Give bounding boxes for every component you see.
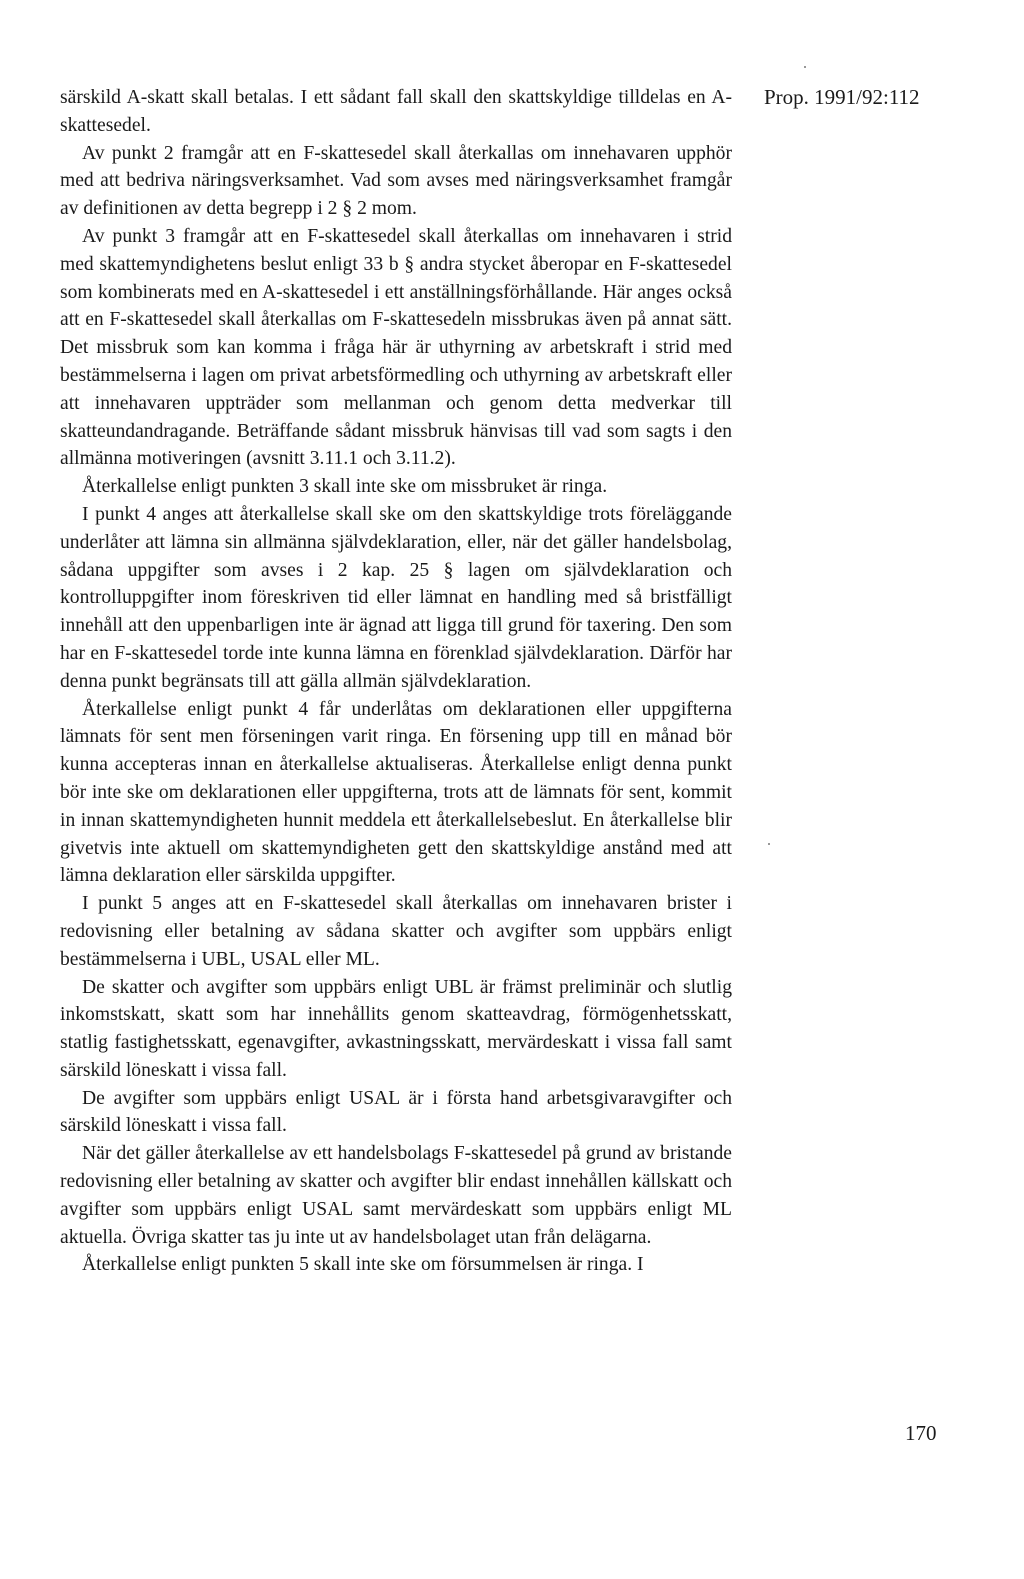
scan-speck — [804, 66, 806, 68]
scan-speck — [768, 843, 770, 845]
paragraph-4: Återkallelse enligt punkten 3 skall inte ske om missbruket är ringa. — [82, 476, 608, 498]
paragraph-10: När det gäller återkallelse av ett handelsbolags F-skattesedel på grund av bristande redovisning eller betalning av skatter och avgifter blir endast innehållen källskatt och avgifter som uppbärs enligt USAL samt mervärdeskatt som uppbärs enligt ML aktuella. Övriga skatter tas ju inte ut av handelsbolaget utan från delägarna. — [60, 1143, 732, 1248]
paragraph-8: De skatter och avgifter som uppbärs enligt UBL är främst preliminär och slutlig inkomstskatt, skatt som har innehållits genom skatteavdrag, förmögenhetsskatt, statlig fastighetsskatt, egenavgifter, avkastningsskatt, mervärdeskatt i vissa fall samt särskild löneskatt i vissa fall. — [60, 976, 732, 1081]
body-text — [60, 84, 732, 1279]
paragraph-1: särskild A-skatt skall betalas. I ett sådant fall skall den skattskyldige tilldelas en A-skattesedel. — [60, 87, 732, 136]
paragraph-11: Återkallelse enligt punkten 5 skall inte ske om försummelsen är ringa. I — [82, 1254, 644, 1276]
paragraph-2: Av punkt 2 framgår att en F-skattesedel skall återkallas om innehavaren upphör med att bedriva näringsverksamhet. Vad som avses med näringsverksamhet framgår av definitionen av detta begrepp i 2 § 2 mom. — [60, 142, 732, 220]
paragraph-9: De avgifter som uppbärs enligt USAL är i första hand arbetsgivaravgifter och särskild löneskatt i vissa fall. — [60, 1087, 732, 1137]
paragraph-7: I punkt 5 anges att en F-skattesedel skall återkallas om innehavaren brister i redovisning eller betalning av sådana skatter och avgifter som uppbärs enligt bestämmelserna i UBL, USAL eller ML. — [60, 893, 732, 970]
paragraph-5: I punkt 4 anges att återkallelse skall ske om den skattskyldige trots föreläggande underlåter att lämna sin allmänna självdeklaration, eller, när det gäller handelsbolag, sådana uppgifter som avses i 2 kap. 25 § lagen om självdeklaration och kontrolluppgifter inom föreskriven tid eller lämnat en handling med så bristfälligt innehåll att den uppenbarligen inte är ägnad att ligga till grund för taxering. Den som har en F-skattesedel torde inte kunna lämna en förenklad självdeklaration. Därför har denna punkt begränsats till att gälla allmän självdeklaration. — [60, 503, 732, 692]
page-number: 170 — [905, 1421, 937, 1445]
proposition-reference: Prop. 1991/92:112 — [764, 85, 920, 109]
paragraph-3: Av punkt 3 framgår att en F-skattesedel skall återkallas om innehavaren i strid med skattemyndighetens beslut enligt 33 b § andra stycket åberopar en F-skattesedel som kombinerats med en A-skattesedel i ett anställningsförhållande. Här anges också att en F-skattesedel skall återkallas om F-skattesedeln missbrukas även på annat sätt. Det missbruk som kan komma i fråga här är uthyrning av arbetskraft i strid med bestämmelserna i lagen om privat arbetsförmedling och uthyrning av arbetskraft eller att innehavaren uppträder som mellanman och genom detta medverkar till skatteundandragande. Beträffande sådant missbruk hänvisas till vad som sagts i den allmänna motiveringen (avsnitt 3.11.1 och 3.11.2). — [60, 225, 732, 470]
paragraph-6: Återkallelse enligt punkt 4 får underlåtas om deklarationen eller uppgifterna lämnats för sent men förseningen varit ringa. En försening upp till en månad bör kunna accepteras innan en återkallelse aktualiseras. Återkallelse enligt denna punkt bör inte ske om deklarationen eller uppgifterna, trots att de lämnats för sent, kommit in innan skattemyndigheten hunnit meddela ett återkallelsebeslut. En återkallelse blir givetvis inte aktuell om skattemyndigheten gett den skattskyldige anstånd med att lämna deklaration eller särskilda uppgifter. — [60, 698, 732, 887]
